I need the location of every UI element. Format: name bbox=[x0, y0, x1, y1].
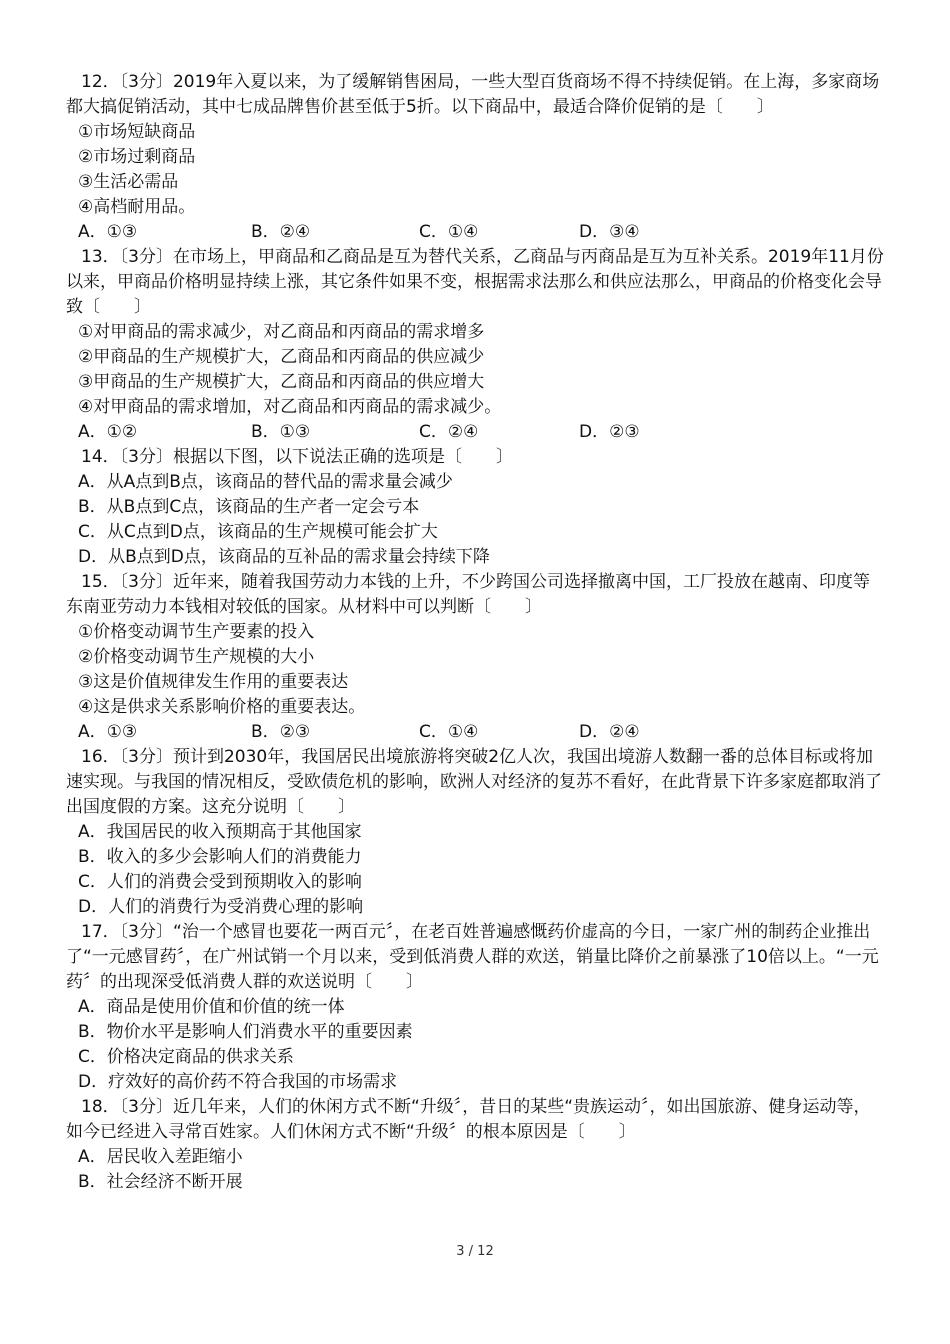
question-option: ②市场过剩商品 bbox=[78, 147, 196, 167]
answer-choice: A．①③ bbox=[78, 722, 138, 742]
answer-choice: B．①③ bbox=[251, 422, 311, 442]
question-block bbox=[66, 445, 886, 570]
answer-choice: D．②④ bbox=[579, 722, 640, 742]
answer-choices-row bbox=[66, 220, 886, 245]
question-option: ④高档耐用品。 bbox=[78, 197, 196, 217]
question-block bbox=[66, 245, 886, 445]
answer-choice: D．②③ bbox=[579, 422, 640, 442]
question-option: D．人们的消费行为受消费心理的影响 bbox=[78, 897, 364, 917]
question-option: A．从A点到B点，该商品的替代品的需求量会减少 bbox=[78, 472, 453, 492]
question-block bbox=[66, 1095, 886, 1195]
question-option: ①市场短缺商品 bbox=[78, 122, 196, 142]
question-option: ③甲商品的生产规模扩大，乙商品和丙商品的供应增大 bbox=[78, 372, 485, 392]
question-block bbox=[66, 745, 886, 920]
question-option: ④这是供求关系影响价格的重要表达。 bbox=[78, 697, 366, 717]
question-list bbox=[66, 70, 886, 1195]
question-stem: 15．〔3分〕近年来，随着我国劳动力本钱的上升，不少跨国公司选择撤离中国，工厂投放在越南、印度等东南亚劳动力本钱相对较低的国家。从材料中可以判断〔 〕 bbox=[66, 572, 870, 617]
question-option: B．收入的多少会影响人们的消费能力 bbox=[78, 847, 362, 867]
question-option: ①对甲商品的需求减少，对乙商品和丙商品的需求增多 bbox=[78, 322, 485, 342]
question-stem: 13．〔3分〕在市场上，甲商品和乙商品是互为替代关系，乙商品与丙商品是互为互补关系。2019年11月份以来，甲商品价格明显持续上涨，其它条件如果不变，根据需求法那么和供应法那么，甲商品的价格变化会导致〔 〕 bbox=[66, 247, 884, 317]
question-stem: 12．〔3分〕2019年入夏以来，为了缓解销售困局，一些大型百货商场不得不持续促销。在上海，多家商场都大搞促销活动，其中七成品牌售价甚至低于5折。以下商品中，最适合降价促销的是〔 〕 bbox=[66, 72, 880, 117]
question-option: C．价格决定商品的供求关系 bbox=[78, 1047, 294, 1067]
question-option: ④对甲商品的需求增加，对乙商品和丙商品的需求减少。 bbox=[78, 397, 502, 417]
answer-choice: C．①④ bbox=[419, 222, 479, 242]
question-option: ①价格变动调节生产要素的投入 bbox=[78, 622, 315, 642]
question-option: ②价格变动调节生产规模的大小 bbox=[78, 647, 315, 667]
answer-choice: D．③④ bbox=[579, 222, 640, 242]
question-block bbox=[66, 570, 886, 745]
question-stem: 18．〔3分〕近几年来，人们的休闲方式不断“升级〞，昔日的某些“贵族运动〞，如出国旅游、健身运动等，如今已经进入寻常百姓家。人们休闲方式不断“升级〞的根本原因是〔 〕 bbox=[66, 1097, 871, 1142]
answer-choice: A．①② bbox=[78, 422, 138, 442]
answer-choice: C．②④ bbox=[419, 422, 479, 442]
answer-choices-row bbox=[66, 720, 886, 745]
question-option: C．人们的消费会受到预期收入的影响 bbox=[78, 872, 362, 892]
question-option: A．居民收入差距缩小 bbox=[78, 1147, 243, 1167]
question-option: C．从C点到D点，该商品的生产规模可能会扩大 bbox=[78, 522, 438, 542]
answer-choice: A．①③ bbox=[78, 222, 138, 242]
question-option: D．从B点到D点，该商品的互补品的需求量会持续下降 bbox=[78, 547, 490, 567]
question-option: D．疗效好的高价药不符合我国的市场需求 bbox=[78, 1072, 398, 1092]
answer-choice: C．①④ bbox=[419, 722, 479, 742]
answer-choice: B．②④ bbox=[251, 222, 311, 242]
question-option: B．从B点到C点，该商品的生产者一定会亏本 bbox=[78, 497, 420, 517]
question-block bbox=[66, 920, 886, 1095]
page-number: 3 / 12 bbox=[456, 1244, 494, 1259]
answer-choice: B．②③ bbox=[251, 722, 311, 742]
question-option: ②甲商品的生产规模扩大，乙商品和丙商品的供应减少 bbox=[78, 347, 485, 367]
answer-choices-row bbox=[66, 420, 886, 445]
question-option: ③这是价值规律发生作用的重要表达 bbox=[78, 672, 349, 692]
question-option: ③生活必需品 bbox=[78, 172, 179, 192]
question-option: B．社会经济不断开展 bbox=[78, 1172, 243, 1192]
question-block bbox=[66, 70, 886, 245]
question-stem: 17．〔3分〕“治一个感冒也要花一两百元〞，在老百姓普遍感慨药价虚高的今日，一家广州的制药企业推出了“一元感冒药〞，在广州试销一个月以来，受到低消费人群的欢送，销量比降价之前暴涨了10倍以上。“一元药〞的出现深受低消费人群的欢送说明〔 〕 bbox=[66, 922, 879, 992]
question-stem: 14．〔3分〕根据以下图，以下说法正确的选项是〔 〕 bbox=[81, 447, 513, 467]
question-option: A．商品是使用价值和价值的统一体 bbox=[78, 997, 345, 1017]
question-stem: 16．〔3分〕预计到2030年，我国居民出境旅游将突破2亿人次，我国出境游人数翻一番的总体目标或将加速实现。与我国的情况相反，受欧债危机的影响，欧洲人对经济的复苏不看好，在此背景下许多家庭都取消了出国度假的方案。这充分说明〔 〕 bbox=[66, 747, 882, 817]
question-option: A．我国居民的收入预期高于其他国家 bbox=[78, 822, 362, 842]
question-option: B．物价水平是影响人们消费水平的重要因素 bbox=[78, 1022, 413, 1042]
